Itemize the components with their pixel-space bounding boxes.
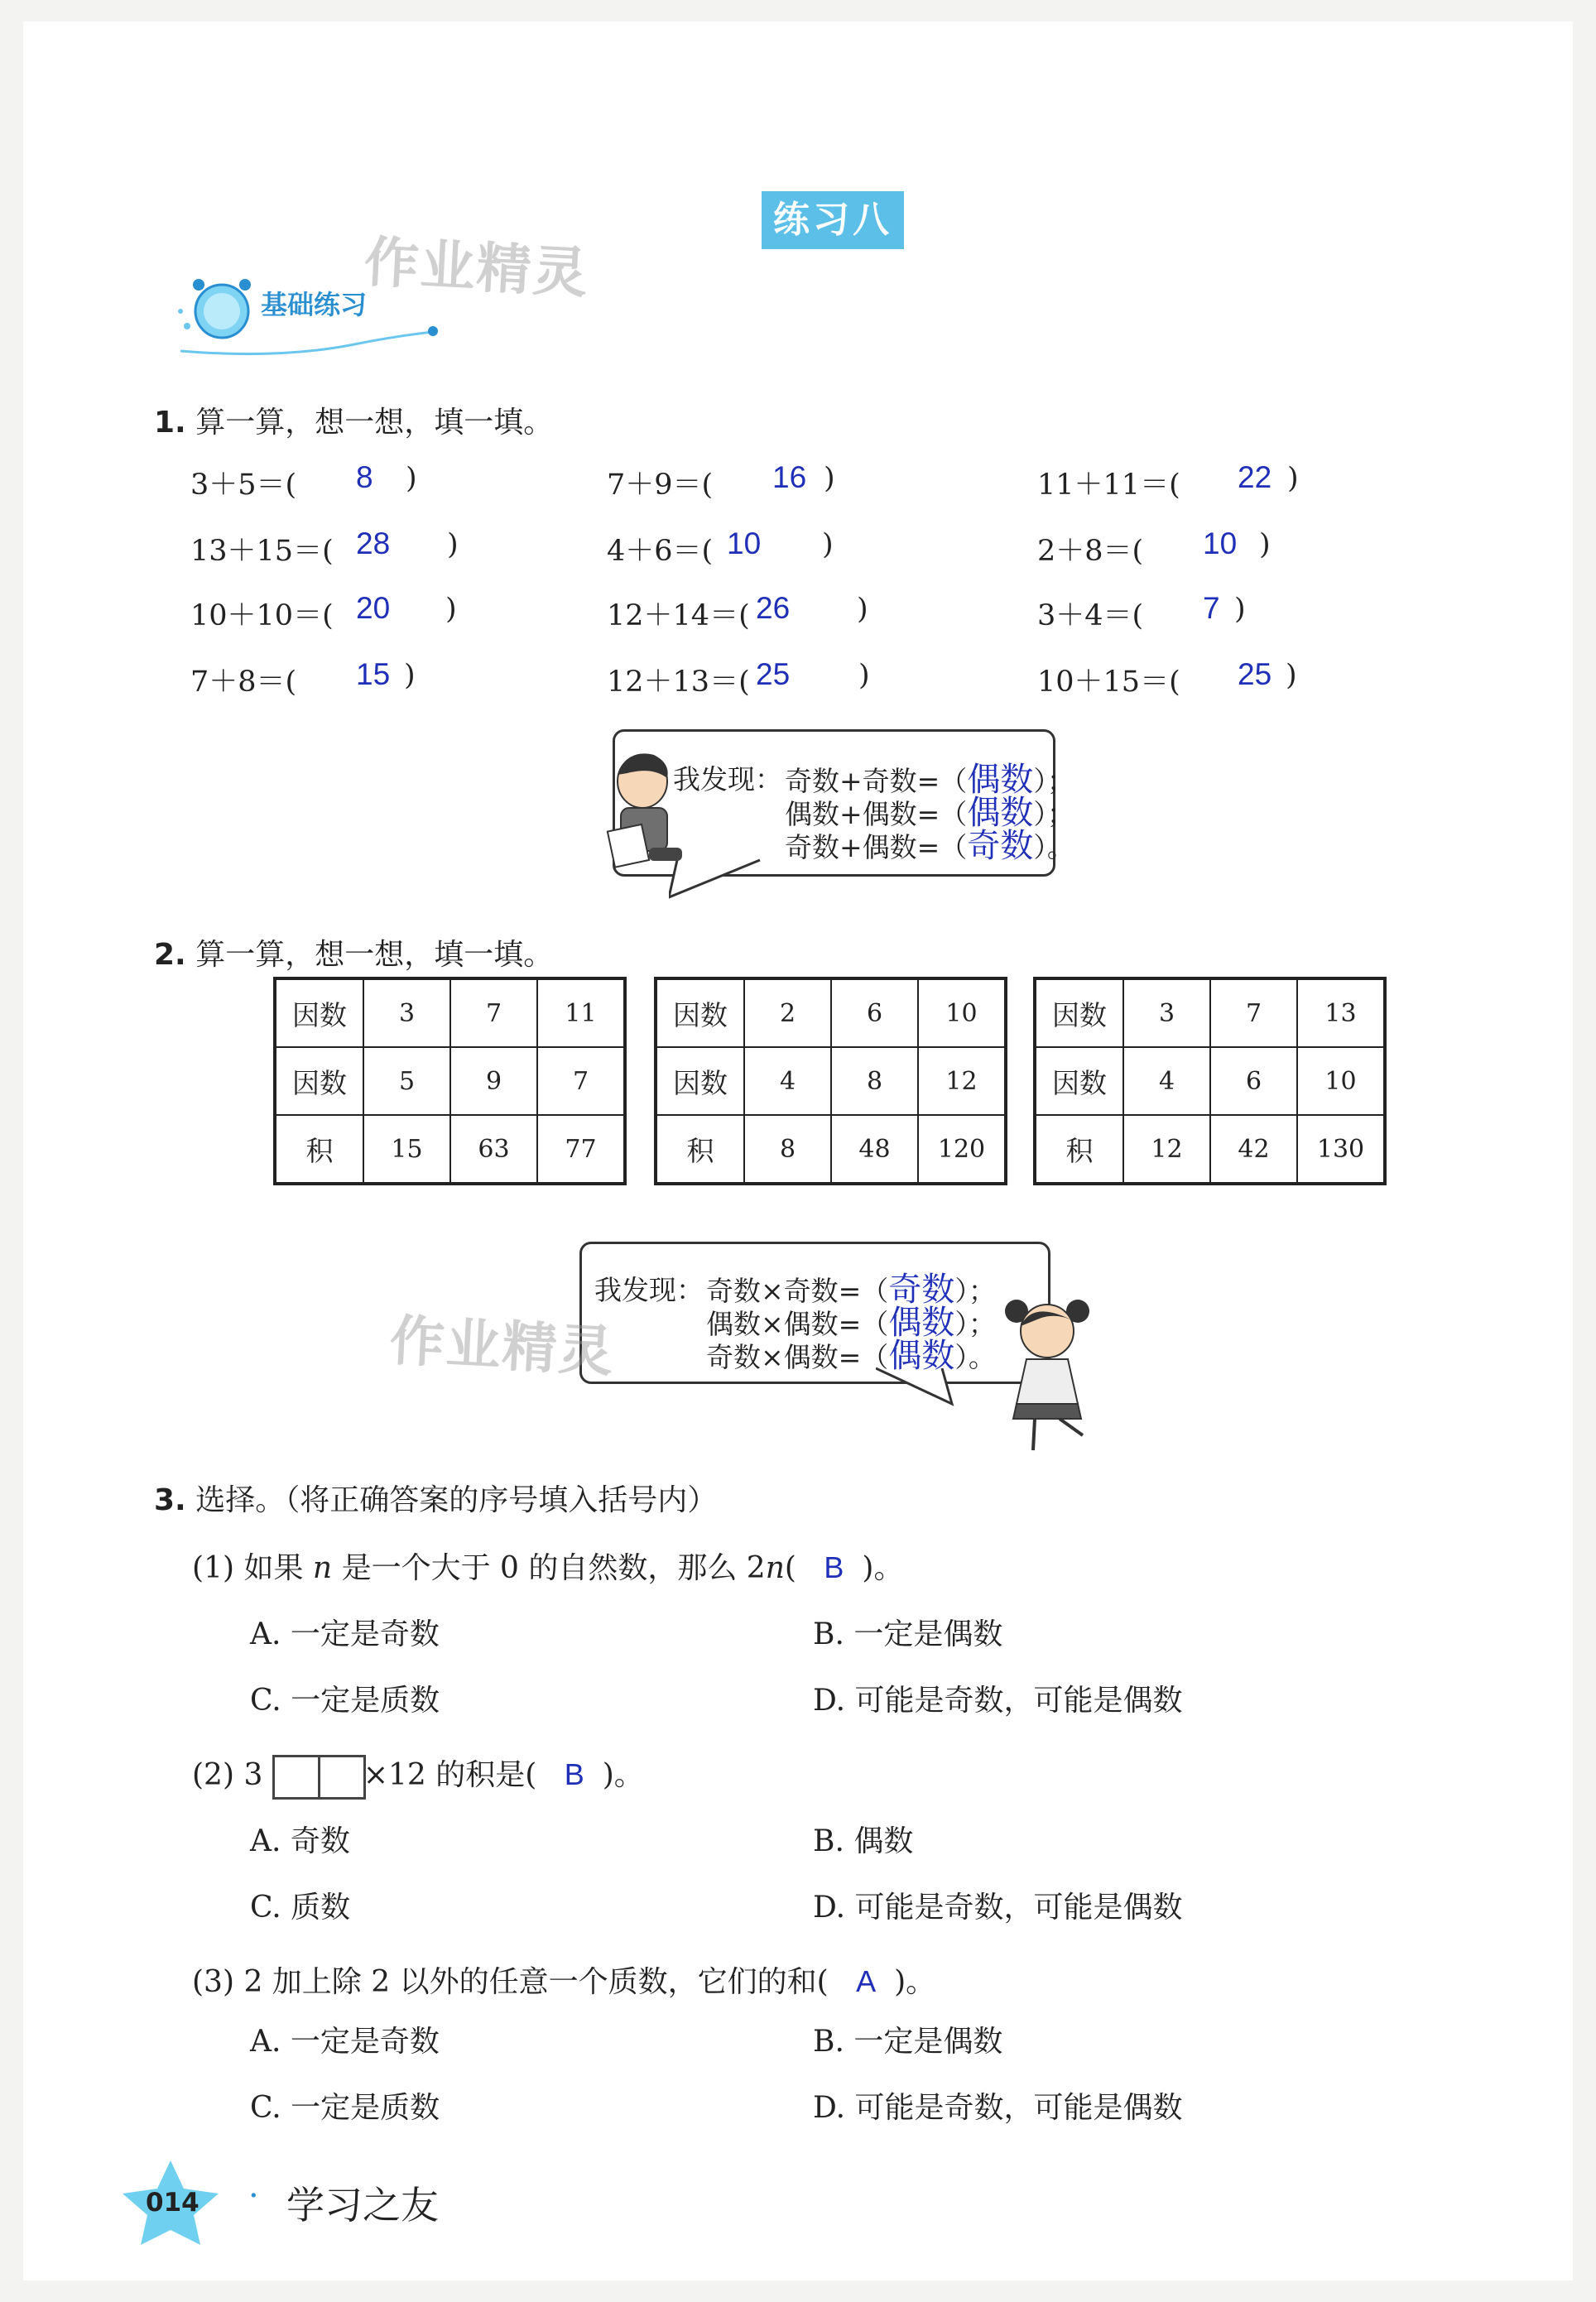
watermark-text: 作业精灵 [387, 1308, 617, 1385]
table-row [1035, 1115, 1385, 1184]
discovery-expression: 偶数×偶数=（ [706, 1308, 889, 1340]
q3-prompt: 选择。（将正确答案的序号填入括号内） [195, 1483, 718, 1517]
q3-option: B. 一定是偶数 [813, 2025, 1003, 2059]
blank-box [272, 1755, 320, 1800]
equation-answer: 28 [356, 526, 391, 560]
equation-close-paren: ) [822, 528, 834, 561]
table-row-label: 因数 [1035, 978, 1123, 1047]
q3-item-3 [192, 1958, 935, 2001]
discovery-answer: 奇数 [888, 1271, 955, 1308]
table-row [656, 1115, 1006, 1184]
table-row-label: 积 [656, 1115, 744, 1184]
discovery-answer: 偶数 [967, 795, 1034, 831]
table-row [275, 978, 625, 1047]
q3-item-2-answer: B [564, 1757, 584, 1791]
discovery-answer: 奇数 [967, 828, 1034, 864]
factor-cell: 5 [363, 1047, 450, 1115]
equation-expression: 13＋15＝( [190, 535, 334, 568]
q2-label: 2. [154, 938, 186, 972]
equation-close-paren: ) [858, 659, 870, 692]
equation-answer: 8 [356, 460, 373, 494]
equation-answer: 25 [756, 657, 791, 691]
equation-close-paren: ) [1259, 528, 1271, 561]
equation-answer: 25 [1238, 657, 1272, 691]
equation-close-paren: ) [857, 593, 868, 626]
watermark-text: 作业精灵 [362, 229, 591, 306]
factor-cell: 13 [1297, 978, 1385, 1047]
factor-cell: 10 [1297, 1047, 1385, 1115]
factor-cell: 12 [918, 1047, 1006, 1115]
q1-equation [1037, 657, 1297, 700]
discovery-answer: 偶数 [967, 762, 1034, 798]
blank-box [318, 1755, 366, 1800]
table-row-label: 积 [275, 1115, 363, 1184]
table-row-label: 因数 [275, 1047, 363, 1115]
equation-close-paren: ) [1287, 462, 1299, 495]
factor-cell: 8 [831, 1047, 918, 1115]
q3-option: D. 可能是奇数，可能是偶数 [813, 2091, 1183, 2125]
equation-close-paren: ) [445, 593, 457, 626]
q2-prompt: 算一算，想一想，填一填。 [195, 938, 554, 972]
q1-equation [607, 460, 835, 503]
product-cell: 130 [1297, 1115, 1385, 1184]
equation-close-paren: ) [406, 462, 417, 495]
discovery-expression: 偶数+偶数=（ [785, 798, 968, 830]
q1-discovery-lead: 我发现： [673, 763, 782, 795]
equation-expression: 2＋8＝( [1037, 535, 1144, 568]
q3-option: A. 奇数 [250, 1824, 350, 1858]
product-cell: 12 [1123, 1115, 1210, 1184]
equation-answer: 15 [356, 657, 391, 691]
q1-equation [607, 591, 868, 634]
discovery-expression: 奇数×奇数=（ [706, 1275, 889, 1307]
q1-equation [1037, 591, 1246, 634]
equation-expression: 12＋13＝( [607, 666, 750, 699]
product-cell: 48 [831, 1115, 918, 1184]
page-title: 练习八 [762, 191, 904, 249]
factor-cell: 2 [744, 978, 831, 1047]
q3-option: A. 一定是奇数 [250, 1617, 440, 1651]
q1-label: 1. [154, 406, 186, 440]
table-row [656, 1047, 1006, 1115]
product-cell: 120 [918, 1115, 1006, 1184]
q3-option: A. 一定是奇数 [250, 2025, 440, 2059]
q3-heading [154, 1477, 717, 1519]
variable-n: n [765, 1551, 785, 1585]
q3-item-1-text: 如果 [243, 1551, 304, 1585]
table-row-label: 因数 [1035, 1047, 1123, 1115]
section-title: 基础练习 [261, 289, 368, 320]
product-cell: 15 [363, 1115, 450, 1184]
factor-cell: 3 [1123, 978, 1210, 1047]
q3-item-1-number: (1) [192, 1551, 234, 1585]
q3-item-1-text-2: 是一个大于 0 的自然数，那么 2 [341, 1551, 766, 1585]
equation-answer: 26 [756, 591, 791, 625]
q2-discovery-line [706, 1329, 996, 1377]
workbook-page [23, 22, 1573, 2280]
q3-item-3-text: 2 加上除 2 以外的任意一个质数，它们的和( [243, 1965, 829, 1999]
q1-equation [190, 591, 457, 634]
table-row [656, 978, 1006, 1047]
product-cell: 63 [450, 1115, 537, 1184]
q3-item-1-answer: B [824, 1550, 844, 1584]
discovery-expression: 奇数+偶数=（ [785, 831, 968, 863]
equation-answer: 22 [1238, 460, 1272, 494]
equation-expression: 3＋4＝( [1037, 599, 1144, 632]
equation-expression: 4＋6＝( [607, 535, 714, 568]
q3-label: 3. [154, 1483, 186, 1517]
q1-equation [607, 657, 870, 700]
factor-cell: 11 [537, 978, 625, 1047]
q3-item-2-text: ×12 的积是( [363, 1758, 537, 1792]
factor-table [654, 977, 1007, 1185]
q3-option: C. 一定是质数 [250, 2091, 440, 2125]
equation-close-paren: ) [447, 528, 459, 561]
equation-expression: 7＋9＝( [607, 469, 714, 502]
q3-option: D. 可能是奇数，可能是偶数 [813, 1891, 1183, 1925]
equation-answer: 7 [1203, 591, 1220, 625]
equation-expression: 10＋10＝( [190, 599, 334, 632]
equation-close-paren: ) [1286, 659, 1297, 692]
q1-equation [190, 657, 416, 700]
q3-option: C. 质数 [250, 1891, 351, 1925]
discovery-end: ）； [1033, 765, 1074, 797]
equation-expression: 10＋15＝( [1037, 666, 1180, 699]
factor-cell: 6 [831, 978, 918, 1047]
factor-cell: 7 [1210, 978, 1297, 1047]
q3-option: D. 可能是奇数，可能是偶数 [813, 1684, 1183, 1718]
footer-brand: 学习之友 [286, 2183, 439, 2228]
factor-cell: 7 [537, 1047, 625, 1115]
equation-answer: 20 [356, 591, 391, 625]
q1-prompt: 算一算，想一想，填一填。 [195, 406, 554, 440]
equation-expression: 12＋14＝( [607, 599, 750, 632]
q3-item-2-end: )。 [602, 1758, 644, 1792]
discovery-end: ）； [954, 1308, 996, 1340]
table-row-label: 积 [1035, 1115, 1123, 1184]
equation-expression: 3＋5＝( [190, 469, 297, 502]
discovery-end: ）。 [954, 1341, 996, 1373]
factor-cell: 9 [450, 1047, 537, 1115]
equation-close-paren: ) [1234, 593, 1246, 626]
equation-expression: 11＋11＝( [1037, 469, 1180, 502]
footer-dot: · [248, 2177, 259, 2215]
discovery-end: ）； [954, 1275, 996, 1307]
table-row-label: 因数 [656, 1047, 744, 1115]
q3-item-1-open: ( [784, 1551, 796, 1585]
girl-icon [992, 1288, 1108, 1454]
q1-equation [1037, 526, 1271, 569]
product-cell: 42 [1210, 1115, 1297, 1184]
discovery-expression: 奇数×偶数=（ [706, 1341, 889, 1373]
discovery-answer: 偶数 [888, 1305, 955, 1341]
q1-equation [1037, 460, 1299, 503]
q3-item-3-number: (3) [192, 1965, 234, 1999]
q1-equation [190, 460, 417, 503]
q3-item-3-answer: A [856, 1964, 877, 1998]
equation-expression: 7＋8＝( [190, 666, 297, 699]
factor-cell: 10 [918, 978, 1006, 1047]
discovery-answer: 偶数 [888, 1338, 955, 1374]
factor-table [273, 977, 627, 1185]
factor-cell: 4 [744, 1047, 831, 1115]
table-row-label: 因数 [275, 978, 363, 1047]
table-row [275, 1047, 625, 1115]
q3-item-1 [192, 1545, 903, 1587]
q3-option: C. 一定是质数 [250, 1684, 440, 1718]
product-cell: 77 [537, 1115, 625, 1184]
q2-discovery-lead: 我发现： [594, 1274, 704, 1306]
q3-item-2-number: (2) [192, 1758, 234, 1792]
equation-answer: 10 [1203, 526, 1238, 560]
discovery-end: ）； [1033, 798, 1074, 830]
q3-item-3-end: )。 [894, 1965, 936, 1999]
factor-cell: 4 [1123, 1047, 1210, 1115]
factor-cell: 6 [1210, 1047, 1297, 1115]
product-cell: 8 [744, 1115, 831, 1184]
q1-discovery-line [785, 819, 1074, 867]
equation-answer: 10 [727, 526, 762, 560]
q1-equation [607, 526, 834, 569]
equation-close-paren: ) [404, 659, 416, 692]
variable-n: n [312, 1551, 333, 1585]
factor-cell: 3 [363, 978, 450, 1047]
factor-cell: 7 [450, 978, 537, 1047]
equation-answer: 16 [772, 460, 807, 494]
table-row [1035, 1047, 1385, 1115]
q1-equation [190, 526, 459, 569]
q3-item-1-end: )。 [862, 1551, 904, 1585]
table-row [275, 1115, 625, 1184]
page-number: 014 [146, 2188, 200, 2218]
equation-close-paren: ) [824, 462, 835, 495]
q1-heading [154, 399, 553, 441]
q3-item-2 [192, 1752, 644, 1800]
q3-option: B. 偶数 [813, 1824, 914, 1858]
table-row [1035, 978, 1385, 1047]
discovery-expression: 奇数+奇数=（ [785, 765, 968, 797]
q3-item-2-digit: 3 [243, 1758, 263, 1792]
q3-option: B. 一定是偶数 [813, 1617, 1003, 1651]
table-row-label: 因数 [656, 978, 744, 1047]
factor-table [1033, 977, 1387, 1185]
q2-heading [154, 931, 553, 973]
discovery-end: ）。 [1033, 831, 1074, 863]
